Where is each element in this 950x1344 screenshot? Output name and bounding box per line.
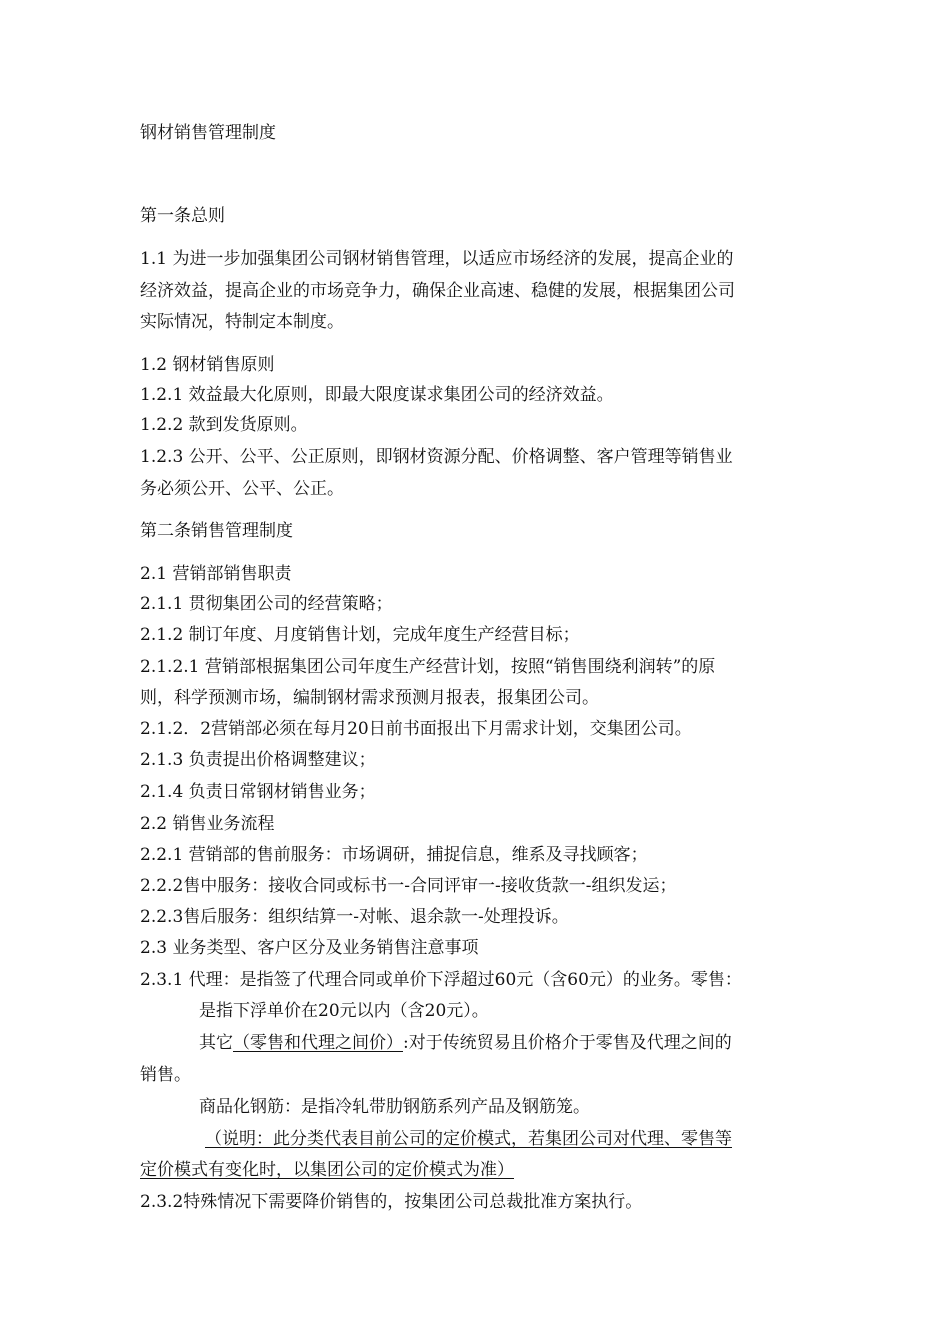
clause-2-3-2: 2.3.2特殊情况下需要降价销售的，按集团公司总裁批准方案执行。 — [140, 1192, 643, 1212]
clause-2-1-3: 2.1.3 负责提出价格调整建议； — [140, 750, 376, 770]
article-2-heading: 第二条销售管理制度 — [140, 521, 293, 541]
clause-2-3: 2.3 业务类型、客户区分及业务销售注意事项 — [140, 938, 479, 958]
clause-1-1-line-2: 经济效益，提高企业的市场竞争力，确保企业高速、稳健的发展，根据集团公司 — [140, 281, 735, 301]
clause-2-2-3: 2.2.3售后服务：组织结算一-对帐、退余款一-处理投诉。 — [140, 907, 569, 927]
clause-2-1-4: 2.1.4 负责日常钢材销售业务； — [140, 782, 376, 802]
clause-1-2-1: 1.2.1 效益最大化原则，即最大限度谋求集团公司的经济效益。 — [140, 385, 614, 405]
pricing-note-line-2 — [140, 1158, 514, 1182]
clause-2-3-1-line-1: 2.3.1 代理：是指签了代理合同或单价下浮超过60元（含60元）的业务。零售： — [140, 970, 742, 990]
other-category-prefix: 其它 — [199, 1033, 233, 1053]
pricing-note-text-2: 定价模式有变化时，以集团公司的定价模式为准） — [140, 1160, 514, 1180]
clause-2-1-2: 2.1.2 制订年度、月度销售计划，完成年度生产经营目标； — [140, 625, 580, 645]
other-category-suffix: :对于传统贸易且价格介于零售及代理之间的 — [403, 1033, 732, 1053]
other-category-line — [199, 1031, 732, 1055]
clause-1-1-line-3: 实际情况，特制定本制度。 — [140, 312, 344, 332]
document-title: 钢材销售管理制度 — [140, 123, 276, 143]
clause-2-3-1-line-2: 是指下浮单价在20元以内（含20元）。 — [199, 1001, 489, 1021]
pricing-note-text-1: （说明：此分类代表目前公司的定价模式，若集团公司对代理、零售等 — [205, 1129, 732, 1149]
clause-1-2: 1.2 钢材销售原则 — [140, 355, 275, 375]
clause-2-2: 2.2 销售业务流程 — [140, 814, 275, 834]
clause-2-1-1: 2.1.1 贯彻集团公司的经营策略； — [140, 594, 393, 614]
other-category-underlined: （零售和代理之间价） — [233, 1033, 403, 1053]
clause-2-2-2: 2.2.2售中服务：接收合同或标书一-合同评审一-接收货款一-组织发运； — [140, 876, 677, 896]
clause-2-2-1: 2.2.1 营销部的售前服务：市场调研，捕捉信息，维系及寻找顾客； — [140, 845, 648, 865]
rebar-definition: 商品化钢筋：是指冷轧带肋钢筋系列产品及钢筋笼。 — [199, 1097, 590, 1117]
clause-1-2-2: 1.2.2 款到发货原则。 — [140, 415, 308, 435]
clause-1-1-line-1: 1.1 为进一步加强集团公司钢材销售管理，以适应市场经济的发展，提高企业的 — [140, 249, 734, 269]
clause-2-1-2-2: 2.1.2．2营销部必须在每月20日前书面报出下月需求计划，交集团公司。 — [140, 719, 692, 739]
clause-2-1: 2.1 营销部销售职责 — [140, 564, 292, 584]
clause-1-2-3-line-2: 务必须公开、公平、公正。 — [140, 479, 344, 499]
clause-2-1-2-1-line-1: 2.1.2.1 营销部根据集团公司年度生产经营计划，按照“销售围绕利润转”的原 — [140, 657, 716, 677]
clause-1-2-3-line-1: 1.2.3 公开、公平、公正原则，即钢材资源分配、价格调整、客户管理等销售业 — [140, 447, 733, 467]
clause-2-1-2-1-line-2: 则，科学预测市场，编制钢材需求预测月报表，报集团公司。 — [140, 688, 599, 708]
article-1-heading: 第一条总则 — [140, 206, 225, 226]
other-category-continuation: 销售。 — [140, 1065, 191, 1085]
pricing-note-line-1 — [205, 1127, 732, 1151]
